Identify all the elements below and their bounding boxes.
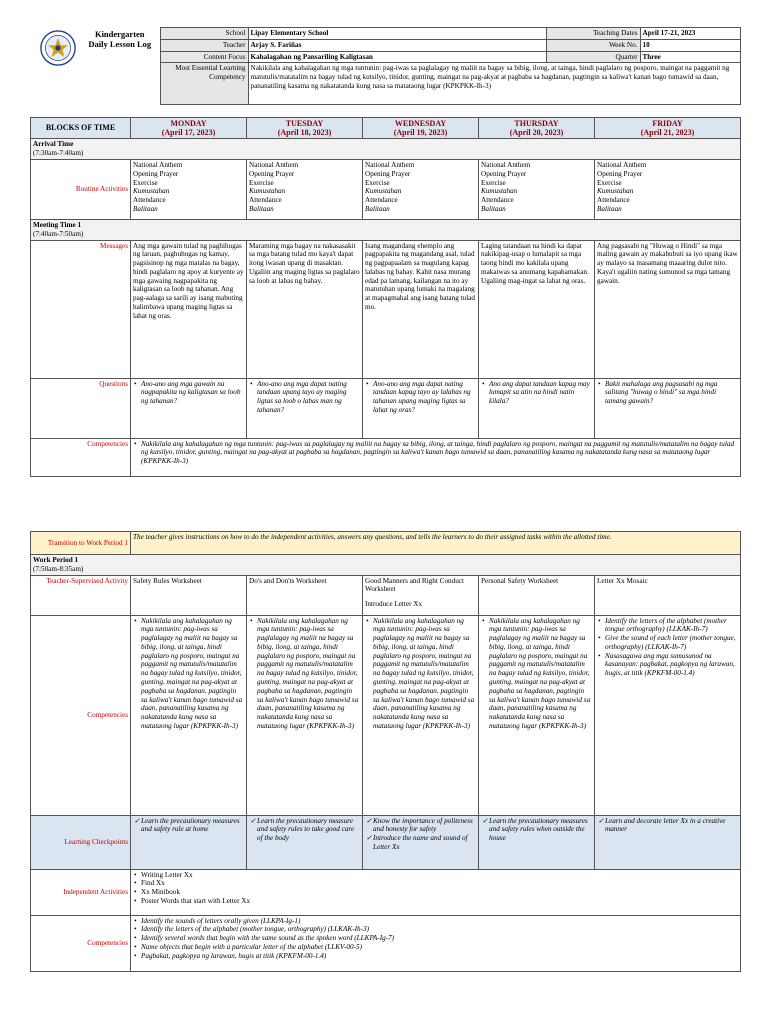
teacher-value: Arjay S. Fariñas (248, 39, 546, 51)
competency-wednesday: • Nakikilala ang kahalagahan ng mga tuntunin: pag-iwas sa paglalagay ng maliit na bagay sa bibig, ilong, at tainga, hindi paglalaro ng posporo, maingat na paggamit ng matutulis/matatalim na bagay tulad ng kutsilyo, tinidor, gunting, maingat na pag-akyat at pagbaba sa hagdanan, pagtingin sa kaliwa't kanan bago tumawid sa daan, pananatiling kasama ng nakatatanda kung nasa sa matataong lugar (KPKPKK-Ih-3) (363, 615, 479, 815)
message-thursday: Laging tatandaan na hindi ka dapat nakikipag-usap o lumalapit sa mga taong hindi mo kakilala upang makaiwas sa anumang kapahamakan. Ugaliing mag-ingat sa lahat ng oras. (479, 240, 595, 378)
dates-value: April 17-21, 2023 (640, 28, 740, 40)
quarter-value: Three (640, 51, 740, 63)
routine-cell: National Anthem Opening Prayer Exercise Kumustahan Attendance Balitaan (247, 159, 363, 219)
question-monday: • Ano-ano ang mga gawain na nagpapakita ng kaligtasan sa loob ng tahanan? (131, 378, 247, 438)
focus-value: Kahalagahan ng Pansariling Kaligtasan (248, 51, 546, 63)
competency-tuesday: • Nakikilala ang kahalagahan ng mga tuntunin: pag-iwas sa paglalagay ng maliit na bagay sa bibig, ilong, at tainga, hindi paglalaro ng posporo, maingat na paggamit ng matutulis/matatalim na bagay tulad ng kutsilyo, tinidor, gunting, maingat na pag-akyat at pagbaba sa hagdanan, pagtingin sa kaliwa't kanan bago tumawid sa daan, pananatiling kasama ng nakatatanda kung nasa sa matataong lugar (KPKPKK-Ih-3) (247, 615, 363, 815)
week-value: 10 (640, 39, 740, 51)
checkpoint-wednesday: ✓ Know the importance of politeness and honesty for safety ✓ Introduce the name and sound of Letter Xx (363, 815, 479, 869)
grade-level: Kindergarten (94, 28, 145, 39)
competency-monday: • Nakikilala ang kahalagahan ng mga tuntunin: pag-iwas sa paglalagay ng maliit na bagay sa bibig, ilong, at tainga, hindi paglalaro ng posporo, maingat na paggamit ng matutulis/matatalim na bagay tulad ng kutsilyo, tinidor, gunting, maingat na pag-akyat at pagbaba sa hagdanan, pagtingin sa kaliwa't kanan bago tumawid sa daan, pananatiling kasama ng nakatatanda kung nasa sa matataong lugar (KPKPKK-Ih-3) (131, 615, 247, 815)
competencies-label-2: Competencies (31, 615, 131, 815)
teacher-supervised-label: Teacher-Supervised Activity (31, 575, 131, 615)
independent-activities-label: Independent Activities (31, 869, 131, 915)
questions-label: Questions (31, 378, 131, 438)
transition-label: Transition to Work Period 1 (31, 532, 131, 555)
schedule-table-top (30, 117, 741, 477)
message-tuesday: Maraming mga bagay na nakasasakit sa mga batang tulad mo kaya't dapat itong iwasan upang di masaktan. Ugaliin ang maging ligtas sa paglalaro sa loob at labas ng bahay. (247, 240, 363, 378)
routine-cell: National Anthem Opening Prayer Exercise Kumustahan Attendance Balitaan (479, 159, 595, 219)
lesson-log-header (30, 27, 740, 105)
question-thursday: • Ano ang dapat tandaan kapag may lumapit sa atin na hindi natin kilala? (479, 378, 595, 438)
work-period-section: Work Period 1 (7:50am-8:35am) (31, 555, 741, 576)
day-header-thursday: THURSDAY (April 20, 2023) (479, 118, 595, 139)
messages-label: Messages (31, 240, 131, 378)
dates-label: Teaching Dates (546, 28, 640, 40)
blocks-of-time-header: BLOCKS OF TIME (31, 118, 131, 139)
message-monday: Ang mga gawain tulad ng paghihugas ng laruan, paghuhugas ng kamay, pagsisinop ng mga matalas na bagay, hindi paglalaro ng apoy at kuryente ay mga gawaing nagpapakita ng kaligtasan sa loob ng tahanan. Ang pag-aalaga sa sarili ay isang mabuting halimbawa upang maging ligtas sa lahat ng oras. (131, 240, 247, 378)
transition-text: The teacher gives instructions on how to do the independent activities, answers any questions, and tells the learners to do their assigned tasks within the allotted time. (131, 532, 741, 555)
week-label: Week No. (546, 39, 640, 51)
message-wednesday: Isang magandang ehemplo ang pagpapakita ng magandang asal, tulad ng pagpapaalam sa magulang kapag lalabas ng bahay. Kahit nasa murang edad pa lamang, kailangan na ito ay matutuhan upang lumaki na magalang at mapagmahal ang isang batang tulad mo. (363, 240, 479, 378)
tsa-wednesday: Good Manners and Right Conduct Worksheet Introduce Letter Xx (363, 575, 479, 615)
competency-main: • Nakikilala ang kahalagahan ng mga tuntunin: pag-iwas sa paglalagay ng maliit na bagay sa bibig, ilong, at tainga, hindi paglalaro ng posporo, maingat na paggamit ng matutulis/matatalim na bagay tulad ng kutsilyo, tinidor, gunting, maingat na pag-akyat at pagbaba sa hagdanan, pagtingin sa kaliwa't kanan bago tumawid sa daan, pananatiling kasama ng nakatatanda kung nasa sa matataong lugar (KPKPKK-Ih-3) (131, 438, 741, 476)
mel-label: Most Essential Learning Competency (160, 63, 248, 105)
focus-label: Content Focus (160, 51, 248, 63)
routine-cell: National Anthem Opening Prayer Exercise Kumustahan Attendance Balitaan (131, 159, 247, 219)
header-table (30, 27, 741, 105)
tsa-thursday: Personal Safety Worksheet (479, 575, 595, 615)
checkpoint-tuesday: ✓ Learn the precautionary measure and safety rules to take good care of the body (247, 815, 363, 869)
question-tuesday: • Ano-ano ang mga dapat nating tandaan upang tayo ay maging ligtas sa loob o labas man ng tahanan? (247, 378, 363, 438)
checkpoint-thursday: ✓ Learn the precautionary measures and safety rules when outside the house (479, 815, 595, 869)
independent-competencies-list: • Identify the sounds of letters orally given (LLKPA-Ig-1) • Identify the letters of the alphabet (mother tongue, orthography) (LLKAK-Ih-3) • Identify several words that begin with the same sound as the spoken word (LLKPA-Ig-7) • Name objects that begin with a particular letter of the alphabet (LLKV-00-5) • Pagbakat, pagkopya ng larawan, hugis at titik (KPKFM-00-1.4) (131, 915, 741, 971)
competency-friday: • Identify the letters of the alphabet (mother tongue orthography) (LLKAK-Ih-7) • Give the sound of each letter (mother tongue, orthography) (LLKAK-Ih-7) • Nasasagawa ang mga sumusunod na kasanayan: pagbakat, pagkopya ng larawan, hugis, at titik (KPKFM-00-1.4) (595, 615, 741, 815)
question-friday: • Bakit mahalaga ang pagsasabi ng mga salitang "huwag o hindi" sa mga hindi tamang gawain? (595, 378, 741, 438)
tsa-friday: Letter Xx Mosaic (595, 575, 741, 615)
question-wednesday: • Ano-ano ang mga dapat nating tandaan kapag tayo ay lalabas ng tahanan upang maging ligtas sa lahat ng oras? (363, 378, 479, 438)
learning-checkpoints-label: Learning Checkpoints (31, 815, 131, 869)
independent-activities-list: • Writing Letter Xx • Find Xx • Xx Minibook • Poster Words that start with Letter Xx (131, 869, 741, 915)
competencies-label-3: Competencies (31, 915, 131, 971)
day-header-tuesday: TUESDAY (April 18, 2023) (247, 118, 363, 139)
day-header-wednesday: WEDNESDAY (April 19, 2023) (363, 118, 479, 139)
routine-activities-label: Routine Activities (31, 159, 131, 219)
competency-thursday: • Nakikilala ang kahalagahan ng mga tuntunin: pag-iwas sa paglalagay ng maliit na bagay sa bibig, ilong, at tainga, hindi paglalaro ng posporo, maingat na paggamit ng matutulis/matatalim na bagay tulad ng kutsilyo, tinidor, gunting, maingat na pag-akyat at pagbaba sa hagdanan, pagtingin sa kaliwa't kanan bago tumawid sa daan, pananatiling kasama ng nakatatanda kung nasa sa matataong lugar (KPKPKK-Ih-3) (479, 615, 595, 815)
message-friday: Ang pagsasabi ng "Huwag o Hindi" sa mga maling gawain ay makabubuti sa iyo upang ikaw ay malayo sa masamang maaaring dulot nito. Kaya't ugaliin nating sumunod sa mga tamang gawain. (595, 240, 741, 378)
competencies-label: Competencies (31, 438, 131, 476)
quarter-label: Quarter (546, 51, 640, 63)
checkpoint-friday: ✓ Learn and decorate letter Xx in a creative manner (595, 815, 741, 869)
schedule-table-bottom (30, 531, 741, 972)
mel-value: Nakikilala ang kahalagahan ng mga tuntunin: pag-iwas sa paglalagay ng maliit na bagay sa bibig, ilong, at tainga, hindi paglalaro ng posporo, maingat na paggamit ng matutulis/matatalim na bagay tulad ng kutsilyo, tinidor, gunting, maingat na pag-akyat at pagbaba sa hagdanan, pagtingin sa kaliwa't kanan bago tumawid sa daan, pananatiling kasama ng nakatatanda kung nasa sa matataong lugar (KPKPKK-Ih-3) (248, 63, 740, 105)
tsa-tuesday: Do's and Don'ts Worksheet (247, 575, 363, 615)
arrival-time-section: Arrival Time (7:30am-7:40am) (31, 139, 741, 160)
teacher-label: Teacher (160, 39, 248, 51)
checkpoint-monday: ✓ Learn the precautionary measures and safety rule at home (131, 815, 247, 869)
deped-seal-icon (40, 30, 76, 66)
tsa-monday: Safety Rules Worksheet (131, 575, 247, 615)
routine-cell: National Anthem Opening Prayer Exercise Kumustahan Attendance Balitaan (363, 159, 479, 219)
meeting-time-section: Meeting Time 1 (7:40am-7:50am) (31, 219, 741, 240)
log-title: Daily Lesson Log (88, 38, 152, 49)
day-header-monday: MONDAY (April 17, 2023) (131, 118, 247, 139)
school-value: Lipay Elementary School (248, 28, 546, 40)
routine-cell: National Anthem Opening Prayer Exercise Kumustahan Attendance Balitaan (595, 159, 741, 219)
school-label: School (160, 28, 248, 40)
day-header-friday: FRIDAY (April 21, 2023) (595, 118, 741, 139)
